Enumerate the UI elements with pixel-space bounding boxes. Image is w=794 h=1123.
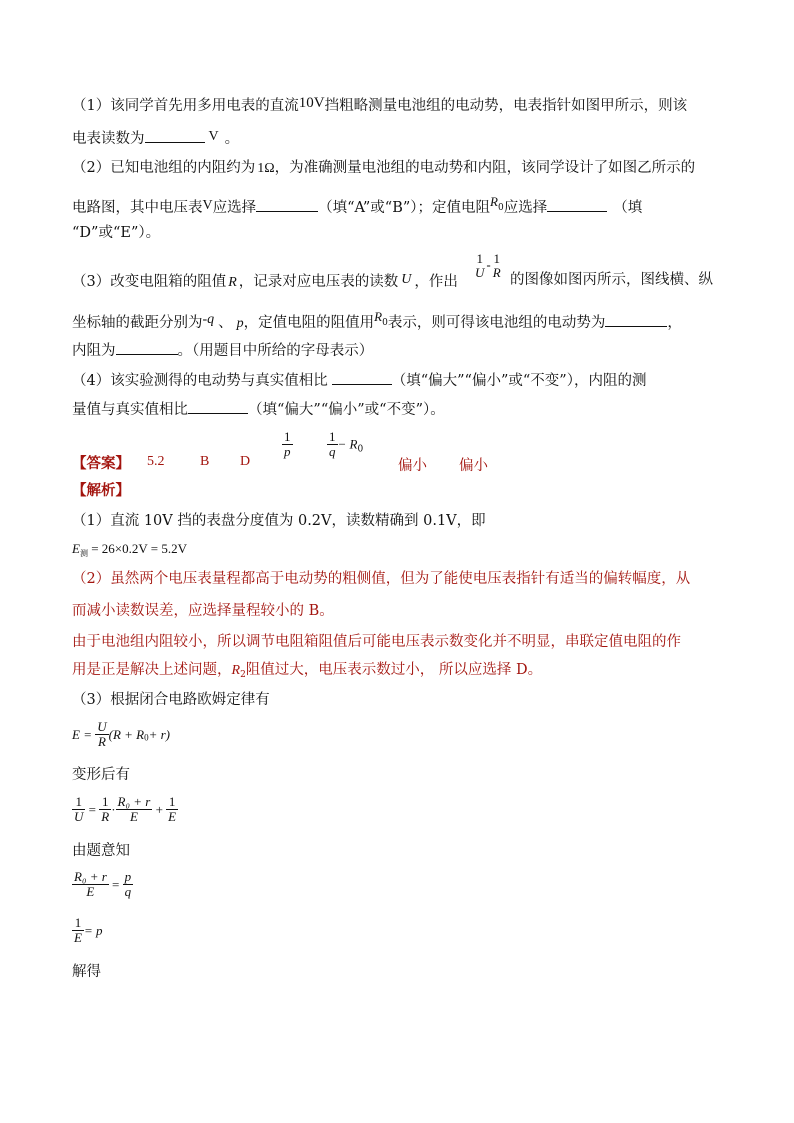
q2-text: 应选择	[503, 200, 548, 216]
q2-text: “D”或“E”）。	[72, 225, 161, 241]
q1-text: （1）该同学首先用多用电表的直流	[72, 98, 299, 114]
eq1-rest: (R + R	[108, 727, 145, 742]
frac-den: U	[74, 809, 84, 824]
q3-text: 内阻为	[72, 343, 116, 359]
q3-text: 的图像如图丙所示，图线横、纵	[510, 272, 713, 288]
q2-text: ，为准确测量电池组的电动势和内阻，该同学设计了如图乙所示的	[274, 160, 696, 176]
q3-text: 坐标轴的截距分别为	[72, 315, 203, 331]
answer-1: 5.2	[147, 454, 165, 469]
answer-blank-3[interactable]	[547, 197, 607, 212]
q3-neg-q: -q	[202, 312, 215, 327]
analysis-p6: 由题意知	[72, 843, 130, 859]
q2-line2	[72, 192, 642, 218]
q1-range: 10V	[298, 95, 325, 111]
frac-den: q	[124, 884, 132, 899]
eq2-frac2	[99, 795, 111, 824]
eq2-frac4	[166, 795, 178, 824]
answer-5-fraction	[327, 430, 338, 459]
q2-r0: R	[490, 194, 498, 209]
eq2-dot: ·	[111, 802, 116, 817]
frac-num: p	[124, 869, 132, 884]
analysis-p5: 变形后有	[72, 767, 130, 783]
q3-p: p	[236, 316, 244, 331]
q3-r0-sub: 0	[382, 318, 388, 328]
q2-r0-sub: 0	[497, 203, 504, 213]
equation-2	[72, 795, 178, 824]
frac-den: q	[329, 444, 336, 459]
answer-blank-7[interactable]	[188, 399, 248, 414]
q4-line1	[72, 370, 646, 391]
frac-den: R	[101, 809, 110, 824]
frac-den: U	[475, 265, 485, 280]
frac-num: R₀ + r	[117, 794, 151, 809]
eq1-end: + r)	[148, 727, 171, 742]
eq3-frac2	[123, 870, 134, 899]
answer-label: 【答案】	[72, 455, 130, 472]
eq3-frac1	[72, 870, 109, 899]
frac-den: E	[129, 809, 138, 824]
frac-den: R	[97, 734, 106, 749]
q3-text: 。（用题目中所给的字母表示）	[177, 343, 374, 359]
analysis-label: 【解析】	[72, 482, 130, 499]
q4-text: 量值与真实值相比	[72, 402, 188, 418]
q3-line1	[72, 270, 458, 293]
answer-blank-6[interactable]	[332, 370, 392, 385]
analysis-p2-line1: （2）虽然两个电压表量程都高于电动势的粗侧值，但为了能使电压表指针有适当的偏转幅度，从	[72, 571, 691, 587]
q1-line1	[72, 93, 687, 116]
q3-fraction-group	[473, 252, 503, 280]
eq2-eq: =	[88, 802, 96, 817]
frac-num: 1	[493, 251, 501, 266]
q3-text: （3）改变电阻箱的阻值	[72, 274, 227, 290]
q3-text: ，作出	[414, 274, 458, 290]
q3-r0: R	[374, 309, 383, 324]
frac-num: R₀ + r	[74, 869, 107, 884]
q2-text: （2）已知电池组的内阻约为	[72, 160, 256, 176]
unit-v: V	[208, 129, 219, 144]
q3-r: R	[228, 275, 237, 290]
frac-num: 1	[99, 795, 111, 810]
frac-dash: -	[486, 258, 491, 274]
analysis-p7: 解得	[72, 964, 101, 980]
eq2-frac3	[116, 795, 153, 824]
analysis-p2-line2: 而减小读数误差，应选择量程较小的 B。	[72, 603, 334, 619]
q2-text: 电路图，其中电压表	[72, 200, 203, 216]
eq2-plus: +	[155, 802, 163, 817]
q2-voltmeter: V	[202, 198, 213, 213]
eq-rhs: = 26×0.2V = 5.2V	[91, 541, 187, 556]
q3-text: ，定值电阻的阻值用	[243, 315, 375, 331]
frac-den: E	[168, 809, 177, 824]
frac-den: p	[284, 444, 291, 459]
frac-1-over-r	[491, 252, 503, 280]
frac-1-over-u	[473, 252, 486, 280]
answer-5-sub: 0	[357, 444, 364, 455]
eq2-frac1	[72, 795, 85, 824]
frac-num: 1	[72, 795, 85, 810]
answer-blank-2[interactable]	[256, 197, 318, 212]
answer-3: D	[240, 454, 251, 469]
answer-2: B	[200, 454, 210, 469]
answer-row	[72, 430, 672, 480]
frac-num: U	[97, 719, 107, 734]
frac-num: 1	[476, 251, 483, 266]
q1-line2	[72, 127, 239, 149]
eq1-lhs: E =	[72, 727, 92, 742]
q2-text: （填	[613, 200, 643, 216]
answer-blank-1[interactable]	[145, 128, 205, 143]
q4-line2	[72, 399, 445, 420]
answer-blank-4[interactable]	[605, 312, 667, 327]
eq4-frac	[72, 916, 84, 945]
frac-den: R	[492, 265, 501, 280]
r2: R	[231, 663, 241, 678]
q3-line2	[72, 307, 682, 334]
equation-4	[72, 916, 102, 945]
analysis-eq0	[72, 539, 187, 564]
q3-u: U	[401, 272, 412, 287]
answer-6: 偏小	[398, 458, 427, 474]
q2-resistance: 1Ω	[257, 161, 275, 176]
q4-text: （填“偏大”“偏小”或“不变”），内阻的测	[391, 373, 647, 389]
q1-text: 挡粗略测量电池组的电动势，电表指针如图甲所示，则该	[324, 98, 688, 114]
r2-sub: 2	[240, 670, 246, 680]
q3-text: ，记录对应电压表的读数	[238, 274, 399, 290]
eq-e-sub: 测	[79, 549, 88, 558]
q3-text: ，	[667, 315, 682, 331]
eq4-rhs: = p	[83, 923, 103, 938]
frac-num: 1	[329, 429, 336, 444]
q4-text: （4）该实验测得的电动势与真实值相比	[72, 373, 328, 389]
eq-e: E	[72, 541, 80, 556]
eq1-sub: 0	[144, 732, 149, 743]
answer-4-fraction	[282, 430, 293, 459]
frac-num: 1	[72, 916, 84, 931]
analysis-text: 用是正是解决上述问题，	[72, 662, 232, 678]
analysis-p1: （1）直流 10V 挡的表盘分度值为 0.2V，读数精确到 0.1V，即	[72, 513, 486, 529]
answer-7: 偏小	[459, 458, 488, 474]
equation-1	[72, 720, 170, 749]
eq3-eq: =	[112, 877, 120, 892]
analysis-p4: （3）根据闭合电路欧姆定律有	[72, 692, 270, 708]
q3-line1-tail	[510, 270, 713, 290]
frac-num: 1	[284, 429, 291, 444]
q2-line3	[72, 223, 160, 243]
q4-text: （填“偏大”“偏小”或“不变”）。	[248, 402, 445, 418]
analysis-p3-line1: 由于电池组内阻较小，所以调节电阻箱阻值后可能电压表示数变化并不明显，串联定值电阻的作	[72, 634, 681, 650]
answer-blank-5[interactable]	[116, 340, 178, 355]
frac-den: E	[86, 884, 95, 899]
analysis-text: 阻值过大，电压表示数过小， 所以应选择 D。	[245, 662, 543, 678]
q1-text: 电表读数为	[72, 131, 145, 147]
q2-text: （填“A”或“B”）；定值电阻	[318, 200, 491, 216]
equation-3	[72, 870, 133, 899]
frac-den: E	[74, 930, 82, 945]
q3-line3	[72, 340, 373, 361]
answer-5-expression	[327, 430, 363, 459]
q2-line1	[72, 158, 695, 179]
q3-text: 、	[218, 315, 233, 331]
frac-num: 1	[166, 795, 178, 810]
q2-text: 应选择	[212, 200, 257, 216]
answer-5-rest: − R	[337, 436, 358, 452]
q3-text: 表示，则可得该电池组的电动势为	[387, 315, 606, 331]
analysis-p3-line2	[72, 660, 542, 685]
eq1-fraction	[95, 720, 108, 749]
q1-text: 。	[224, 131, 240, 147]
